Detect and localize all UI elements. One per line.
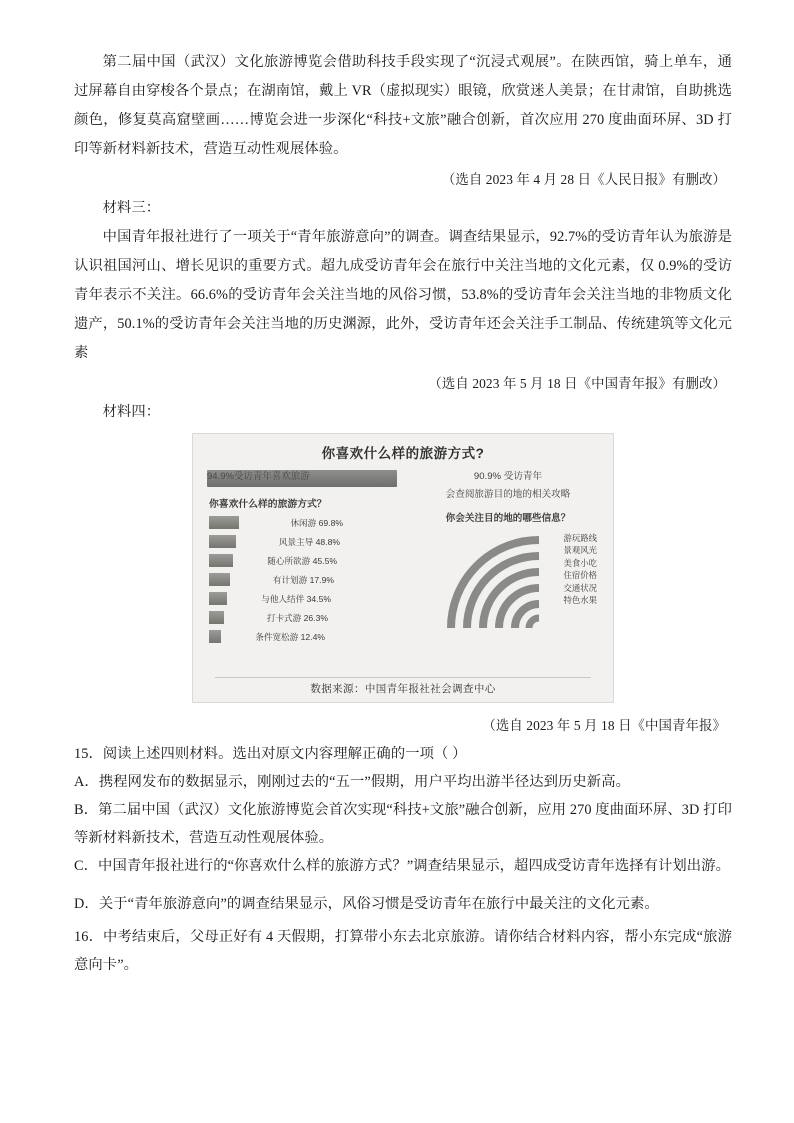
legend-item: 美食小吃	[563, 557, 597, 568]
figure-title: 你喜欢什么样的旅游方式?	[321, 446, 485, 461]
option-text: 携程网发布的数据显示，刚刚过去的“五一”假期，用户平均出游半径达到历史新高。	[98, 774, 631, 790]
question-15-stem: 15．阅读上述四则材料。选出对原文内容理解正确的一项（ ）	[74, 746, 467, 762]
option-tag: A．	[74, 774, 99, 790]
bar-label: 风景主导 48.8%	[278, 536, 340, 547]
left-panel-subtitle: 你喜欢什么样的旅游方式？	[209, 499, 327, 510]
figure-divider	[215, 677, 591, 678]
source-line-youth-daily-2: （选自 2023 年 5 月 18 日《中国青年报》	[482, 718, 726, 733]
option-text: 第二届中国（武汉）文化旅游博览会首次实现“科技+文旅”融合创新，应用 270 度曲面环屏、3D 打印等新材料新技术，营造互动性观展体验。	[74, 802, 732, 846]
radial-legend	[564, 532, 598, 606]
legend-item: 交通状况	[563, 582, 597, 593]
option-text: 中国青年报社进行的“你喜欢什么样的旅游方式？”调查结果显示，超四成受访青年选择有计划出游。	[98, 858, 730, 874]
option-tag: C．	[74, 858, 99, 874]
option-tag: B．	[74, 802, 99, 818]
bar-label: 休闲游 69.8%	[290, 517, 343, 528]
legend-item: 游玩路线	[563, 533, 597, 543]
paragraph-material-three-body: 中国青年报社进行了一项关于“青年旅游意向”的调查。调查结果显示，92.7%的受访青年认为旅游是认识祖国河山、增长见识的重要方式。超九成受访青年会在旅行中关注当地的文化元素，仅 0.9%的受访青年表示不关注。66.6%的受访青年会关注当地的风俗习惯，53.8%的受访青年会关注当地的非物质文化遗产，50.1%的受访青年会关注当地的历史渊源，此外，受访青年还会关注手工制品、传统建筑等文化元素	[74, 229, 732, 361]
legend-item: 景观风光	[563, 545, 597, 556]
survey-figure	[192, 433, 614, 703]
legend-item: 住宿价格	[563, 570, 597, 581]
question-15-option-d	[74, 890, 732, 918]
radial-chart	[367, 522, 557, 672]
bar-shape	[209, 592, 227, 605]
source-line-people-daily: （选自 2023 年 4 月 28 日《人民日报》有删改）	[441, 172, 726, 187]
figure-right-panel	[403, 466, 613, 678]
figure-source: 数据来源：中国青年报社社会调查中心	[310, 683, 496, 695]
paragraph-material-two-body: 第二届中国（武汉）文化旅游博览会借助科技手段实现了“沉浸式观展”。在陕西馆，骑上单车，通过屏幕自由穿梭各个景点；在湖南馆，戴上 VR（虚拟现实）眼镜，欣赏迷人美景；在甘肃馆，自助挑选颜色，修复莫高窟壁画……博览会进一步深化“科技+文旅”融合创新，首次应用 270 度曲面环屏、3D 打印等新材料新技术，营造互动性观展体验。	[74, 54, 732, 157]
option-tag: D．	[74, 896, 99, 912]
material-three-label: 材料三：	[102, 200, 161, 216]
figure-container	[74, 433, 732, 703]
bar-label: 与他人结伴 34.5%	[261, 593, 331, 604]
material-four-label: 材料四：	[102, 404, 161, 420]
bar-label: 打卡式游 26.3%	[266, 612, 328, 623]
source-line-youth-daily-1: （选自 2023 年 5 月 18 日《中国青年报》有删改）	[428, 376, 726, 391]
question-15-option-c	[74, 852, 732, 880]
bar-shape	[209, 554, 233, 567]
option-text: 关于“青年旅游意向”的调查结果显示，风俗习惯是受访青年在旅行中最关注的文化元素。	[98, 896, 659, 912]
bar-shape	[209, 535, 236, 548]
spacer	[74, 880, 732, 890]
right-panel-headline-2: 会查阅旅游目的地的相关攻略	[445, 489, 571, 500]
banner-label: 94.9%受访青年喜欢旅游	[207, 471, 310, 482]
question-15-option-b	[74, 796, 732, 852]
legend-item: 特色水果	[563, 595, 597, 606]
question-16-stem: 16．中考结束后，父母正好有 4 天假期，打算带小东去北京旅游。请你结合材料内容，帮小东完成“旅游意向卡”。	[74, 929, 732, 973]
bar-label: 随心所欲游 45.5%	[267, 555, 337, 566]
right-panel-headline: 90.9% 受访青年	[473, 471, 543, 482]
bar-shape	[209, 516, 239, 529]
figure-columns	[193, 466, 613, 678]
bar-shape	[209, 573, 230, 586]
bar-label: 有计划游 17.9%	[272, 574, 334, 585]
bar-label: 条件宽松游 12.4%	[255, 631, 325, 642]
right-panel-subtitle: 你会关注目的地的哪些信息？	[445, 513, 571, 524]
question-15-option-a	[74, 768, 732, 796]
bar-shape	[209, 611, 224, 624]
bar-shape	[209, 630, 221, 643]
